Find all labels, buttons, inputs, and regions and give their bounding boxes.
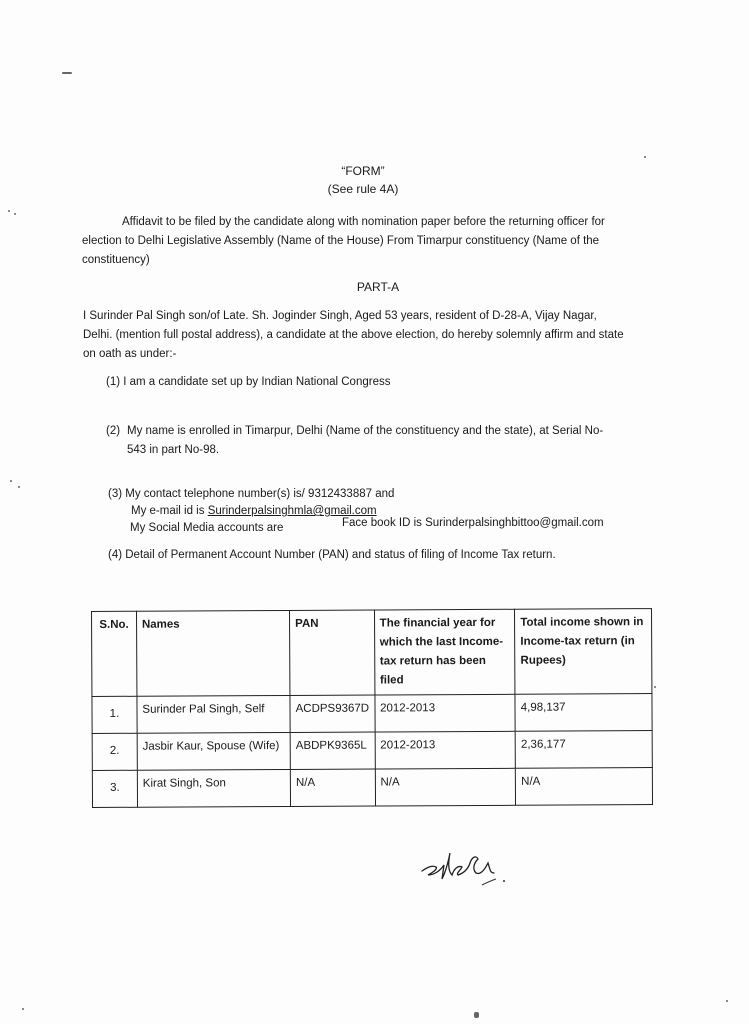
item-enrollment-line1: My name is enrolled in Timarpur, Delhi (Name of the constituency and the state), at Serial No- — [127, 425, 604, 437]
item-contact-phone: (3) My contact telephone number(s) is/ 9312433887 and — [108, 488, 395, 500]
scan-speck — [474, 1012, 479, 1018]
scan-speck — [654, 686, 656, 688]
row-pan: N/A — [290, 769, 375, 806]
header-financial-year: The financial year for which the last Income-tax return has been filed — [374, 609, 515, 695]
row-income: 4,98,137 — [515, 694, 652, 732]
scan-mark — [62, 72, 72, 74]
item-social-media: My Social Media accounts are — [130, 522, 284, 534]
item-facebook-id: Face book ID is Surinderpalsinghbittoo@gmail.com — [342, 517, 604, 529]
table-header-row — [92, 609, 652, 697]
scan-speck — [22, 1008, 24, 1010]
table-row — [92, 694, 652, 734]
item-pan-details: (4) Detail of Permanent Account Number (PAN) and status of filing of Income Tax return. — [108, 549, 556, 561]
email-link[interactable]: Surinderpalsinghmla@gmail.com — [207, 505, 377, 517]
row-name: Kirat Singh, Son — [137, 769, 290, 807]
header-pan: PAN — [290, 610, 375, 695]
scan-speck — [644, 156, 646, 158]
row-name: Jasbir Kaur, Spouse (Wife) — [137, 732, 290, 770]
row-sno: 3. — [92, 770, 137, 807]
header-total-income: Total income shown in Income-tax return (in Rupees) — [515, 609, 652, 695]
row-pan: ABDPK9365L — [290, 732, 375, 769]
scan-speck — [14, 213, 16, 215]
row-income: 2,36,177 — [515, 731, 652, 769]
row-name: Surinder Pal Singh, Self — [137, 695, 290, 733]
row-year: 2012-2013 — [375, 731, 516, 769]
scan-speck — [10, 480, 12, 482]
row-year: 2012-2013 — [375, 694, 516, 732]
header-names: Names — [136, 610, 290, 696]
header-sno: S.No. — [92, 611, 137, 696]
item-enrollment-line2: 543 in part No-98. — [127, 444, 220, 456]
form-title: “FORM” — [341, 164, 385, 178]
declaration-paragraph: I Surinder Pal Singh son/of Late. Sh. Joginder Singh, Aged 53 years, resident of D-28-A, Vijay Nagar, Delhi. (mention full postal address), a candidate at the above election, do hereby solemnly affirm and state on oath as under:- — [83, 310, 624, 360]
item-enrollment-number: (2) — [106, 425, 121, 437]
scan-speck — [726, 1000, 728, 1002]
row-income: N/A — [516, 768, 653, 806]
table-row — [92, 731, 652, 771]
part-a-heading: PART-A — [356, 280, 400, 294]
row-sno: 2. — [92, 733, 137, 770]
scan-speck — [18, 486, 20, 488]
pan-table — [91, 608, 653, 808]
email-prefix: My e-mail id is — [131, 505, 208, 517]
form-subtitle: (See rule 4A) — [327, 182, 399, 196]
scan-speck — [8, 210, 10, 212]
row-year: N/A — [375, 768, 516, 806]
item-contact-email — [131, 505, 377, 517]
item-candidate-party: (1) I am a candidate set up by Indian National Congress — [106, 376, 391, 388]
item-enrollment — [106, 422, 636, 460]
table-row — [92, 768, 652, 808]
row-sno: 1. — [92, 696, 137, 733]
intro-paragraph — [82, 213, 642, 270]
intro-text: Affidavit to be filed by the candidate along with nomination paper before the returning officer for election to Delhi Legislative Assembly (Name of the House) From Timarpur constituency (Name of the constituency) — [82, 216, 605, 266]
handwritten-signature — [418, 845, 518, 895]
row-pan: ACDPS9367D — [290, 695, 375, 732]
